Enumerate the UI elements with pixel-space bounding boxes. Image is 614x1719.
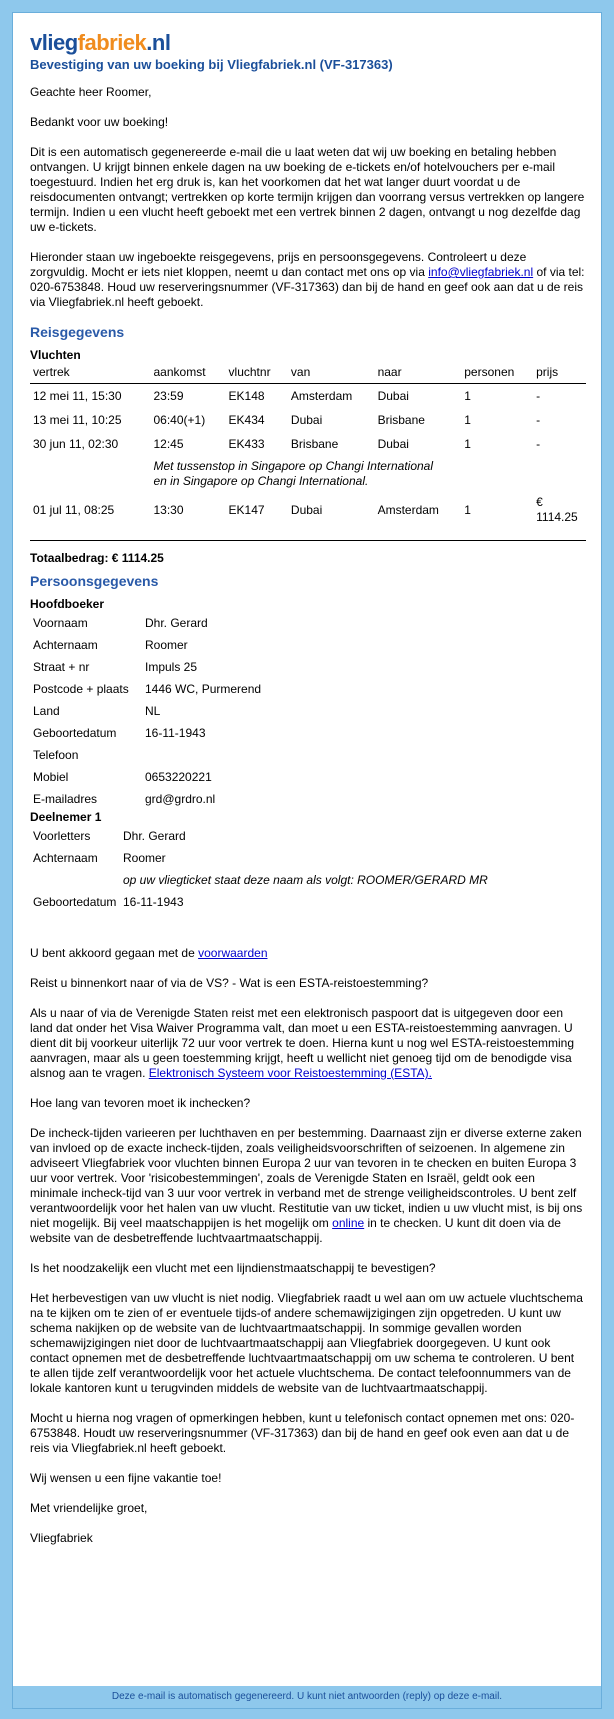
table-row <box>30 788 264 810</box>
cell: 30 jun 11, 02:30 <box>33 436 119 451</box>
footer-notice: Deze e-mail is automatisch gegenereerd. U kunt niet antwoorden (reply) op deze e-mail. <box>13 1686 601 1708</box>
cell: 1 <box>464 502 471 517</box>
cell: Dubai <box>377 388 409 403</box>
terms-link[interactable]: voorwaarden <box>198 946 268 960</box>
field-value <box>142 744 264 766</box>
table-row <box>30 847 491 869</box>
cell: - <box>536 388 541 403</box>
cell: 23:59 <box>153 388 184 403</box>
esta-text: Als u naar of via de Verenigde Staten reist met een elektronisch paspoort dat is uitgegeven door een land dat onder het Visa Waiver Programma valt, dan moet u een ESTA-reistoestemming aanvragen. U dient dit bij voorkeur uiterlijk 72 uur voor vertrek te doen. Hierna kunt u nog wel ESTA-reistoestemming aanvragen, maar als u geen toestemming krijgt, heeft u wellicht niet genoeg tijd om de benodigde visa alsnog aan te vragen. <box>30 1006 575 1080</box>
cell: Brisbane <box>377 412 425 427</box>
table-row <box>30 744 264 766</box>
travel-heading: Reisgegevens <box>30 324 125 340</box>
field-label: Postcode + plaats <box>33 681 129 696</box>
cell: 1 <box>464 388 471 403</box>
divider <box>30 540 586 541</box>
field-value: 16-11-1943 <box>145 725 206 740</box>
col-personen: personen <box>461 363 533 384</box>
field-label: Achternaam <box>33 637 98 652</box>
cell: Dubai <box>290 412 323 427</box>
field-label: Voorletters <box>33 828 91 843</box>
esta-question: Reist u binnenkort naar of via de VS? - Wat is een ESTA-reistoestemming? <box>30 976 429 990</box>
info-email-link[interactable]: info@vliegfabriek.nl <box>428 265 534 279</box>
field-value: Roomer <box>145 637 188 652</box>
wish-text: Wij wensen u een fijne vakantie toe! <box>30 1471 222 1485</box>
stopover-note <box>151 456 462 492</box>
field-value: 1446 WC, Purmerend <box>145 681 262 696</box>
field-label: Land <box>33 703 60 718</box>
terms-paragraph <box>30 946 586 961</box>
participant-title: Deelnemer 1 <box>30 810 102 824</box>
esta-link[interactable]: Elektronisch Systeem voor Reistoestemming (ESTA). <box>148 1066 432 1080</box>
field-value: 0653220221 <box>145 769 212 784</box>
email-frame <box>12 12 602 1709</box>
table-row <box>30 678 264 700</box>
cell: 12:45 <box>153 436 184 451</box>
stopover-note-line-1: Met tussenstop in Singapore op Changi International <box>153 459 434 473</box>
main-booker-title: Hoofdboeker <box>30 597 105 611</box>
field-value: Dhr. Gerard <box>145 615 208 630</box>
checkin-text-2: in te checken. U kunt dit doen via de website van de desbetreffende luchtvaartmaatschappij. <box>30 1216 561 1245</box>
check-details-paragraph <box>30 250 586 310</box>
table-row <box>30 766 264 788</box>
cell: 13 mei 11, 10:25 <box>33 412 122 427</box>
cell: EK148 <box>228 388 265 403</box>
table-row <box>30 869 491 891</box>
email-content <box>30 31 586 1561</box>
flights-title: Vluchten <box>30 348 81 362</box>
flights-table <box>30 363 586 528</box>
cell: Amsterdam <box>377 502 439 517</box>
col-vluchtnr: vluchtnr <box>226 363 288 384</box>
table-row <box>30 825 491 847</box>
signature: Vliegfabriek <box>30 1531 93 1545</box>
field-label: Geboortedatum <box>33 894 117 909</box>
cell: Dubai <box>290 502 323 517</box>
field-value: Impuls 25 <box>145 659 198 674</box>
col-prijs: prijs <box>533 363 586 384</box>
terms-text: U bent akkoord gegaan met de <box>30 946 199 960</box>
cell: EK434 <box>228 412 265 427</box>
contact-paragraph: Mocht u hierna nog vragen of opmerkingen hebben, kunt u telefonisch contact opnemen met ons: 020-6753848. Houdt uw reserveringsnummer (VF-317363) dan bij de hand en geef ook even aan dat u de reis via Vliegfabriek.nl heeft geboekt. <box>30 1411 575 1455</box>
table-row <box>30 384 586 409</box>
logo <box>30 31 586 55</box>
cell: Amsterdam <box>290 388 353 403</box>
field-label: E-mailadres <box>33 791 98 806</box>
field-label: Straat + nr <box>33 659 90 674</box>
confirm-question: Is het noodzakelijk een vlucht met een lijndienstmaatschappij te bevestigen? <box>30 1261 436 1275</box>
cell: 13:30 <box>153 502 184 517</box>
total-amount: Totaalbedrag: € 1114.25 <box>30 551 164 565</box>
cell: Brisbane <box>290 436 339 451</box>
cell: 1 <box>464 412 471 427</box>
field-value: Dhr. Gerard <box>123 828 186 843</box>
intro-paragraph: Dit is een automatisch gegenereerde e-mail die u laat weten dat wij uw boeking en betaling hebben ontvangen. U krijgt binnen enkele dagen na uw boeking de e-tickets en/of hotelvouchers per e-mail toegestuurd. Indien het erg druk is, kan het voorkomen dat het wat langer duurt voordat u de reisdocumenten ontvangt; vertrekken op korte termijn krijgen dan voorrang versus vertrekken op langere termijn. Indien u een vlucht heeft geboekt met een vertrek binnen 2 dagen, ontvangt u nog dezelfde dag uw e-tickets. <box>30 145 585 234</box>
logo-tld: .nl <box>146 30 171 55</box>
thanks-text: Bedankt voor uw boeking! <box>30 115 169 129</box>
table-row <box>30 492 586 528</box>
table-row <box>30 612 264 634</box>
greeting: Geachte heer Roomer, <box>30 85 152 99</box>
online-checkin-link[interactable]: online <box>332 1216 365 1230</box>
checkin-question: Hoe lang van tevoren moet ik inchecken? <box>30 1096 251 1110</box>
table-row <box>30 891 491 913</box>
col-naar: naar <box>375 363 462 384</box>
field-value: Roomer <box>123 850 166 865</box>
col-van: van <box>288 363 375 384</box>
field-label: Telefoon <box>33 747 79 762</box>
cell: EK433 <box>228 436 265 451</box>
stopover-note-line-2: en in Singapore op Changi International. <box>153 474 369 488</box>
cell: - <box>536 412 541 427</box>
cell: 01 jul 11, 08:25 <box>33 502 115 517</box>
checkin-text: De incheck-tijden varieeren per luchthaven en per bestemming. Daarnaast zijn er diverse externe zaken van invloed op de exacte incheck-tijden, zoals veiligheidsvoorschriften of seizoenen. In algemene zin adviseert Vliegfabriek voor vluchten binnen Europa 2 uur van tevoren in te checken en buiten Europa 3 uur voor vertrek. Voor 'risicobestemmingen', zoals de Verenigde Staten en Israël, geldt ook een minimale incheck-tijd van 3 uur voor vertrek in verband met de strenge veiligheidscontroles. U bent zelf verantwoordelijk voor het halen van uw vlucht. Restitutie van uw ticket, indien u uw vlucht mist, is bij ons niet mogelijk. Bij veel maatschappijen is het mogelijk om <box>30 1126 583 1230</box>
email-subject: Bevestiging van uw boeking bij Vliegfabriek.nl (VF-317363) <box>30 57 393 72</box>
field-label: Geboortedatum <box>33 725 117 740</box>
field-label: Achternaam <box>33 850 98 865</box>
table-row <box>30 656 264 678</box>
table-row <box>30 722 264 744</box>
check-details-text-2: of via tel: 020-6753848. Houd uw reserveringsnummer (VF-317363) dan bij de hand en geef ook aan dat u de reis via Vliegfabriek.nl heeft geboekt. <box>30 265 585 309</box>
col-aankomst: aankomst <box>151 363 226 384</box>
field-value: grd@grdro.nl <box>145 791 216 806</box>
check-details-text: Hieronder staan uw ingeboekte reisgegevens, prijs en persoonsgegevens. Controleert u deze zorgvuldig. Mocht er iets niet kloppen, neemt u dan contact met ons op via <box>30 250 527 279</box>
field-label: Voornaam <box>33 615 88 630</box>
participant-table <box>30 825 491 913</box>
main-booker-table <box>30 612 264 810</box>
esta-paragraph <box>30 1006 586 1081</box>
field-value: NL <box>145 703 161 718</box>
cell: 12 mei 11, 15:30 <box>33 388 122 403</box>
checkin-paragraph <box>30 1126 586 1246</box>
stopover-row <box>30 456 586 492</box>
col-vertrek: vertrek <box>30 363 151 384</box>
cell: 06:40(+1) <box>153 412 206 427</box>
field-value: 16-11-1943 <box>123 894 184 909</box>
cell: - <box>536 436 541 451</box>
cell: EK147 <box>228 502 265 517</box>
cell: 1 <box>464 436 471 451</box>
cell: Dubai <box>377 436 409 451</box>
table-row <box>30 634 264 656</box>
logo-main: vlieg <box>30 30 78 55</box>
flights-header-row <box>30 363 586 384</box>
table-row <box>30 700 264 722</box>
ticket-name-note: op uw vliegticket staat deze naam als volgt: ROOMER/GERARD MR <box>123 872 488 887</box>
price-cell: € 1114.25 <box>536 495 578 524</box>
confirm-paragraph: Het herbevestigen van uw vlucht is niet nodig. Vliegfabriek raadt u wel aan om uw actuele vluchtschema na te kijken om te zien of er eventuele tijds-of andere schemawijzigingen zijn opgetreden. U kunt uw schema nakijken op de website van de luchtvaartmaatschappij. In sommige gevallen worden schemawijzigingen niet door de luchtvaartmaatschappij aan Vliegfabriek doorgegeven. U kunt ook contact opnemen met de desbetreffende luchtvaartmaatschappij om uw schema te controleren. U bent te allen tijde zelf verantwoordelijk voor het actuele vluchtschema. De contact telefoonnummers van de lokale kantoren kunt u terugvinden middels de website van de luchtvaartmaatschappij. <box>30 1291 583 1395</box>
table-row <box>30 408 586 432</box>
persons-heading: Persoonsgegevens <box>30 573 159 589</box>
table-row <box>30 432 586 456</box>
regards-text: Met vriendelijke groet, <box>30 1501 148 1515</box>
logo-accent: fabriek <box>77 30 147 55</box>
field-label: Mobiel <box>33 769 69 784</box>
